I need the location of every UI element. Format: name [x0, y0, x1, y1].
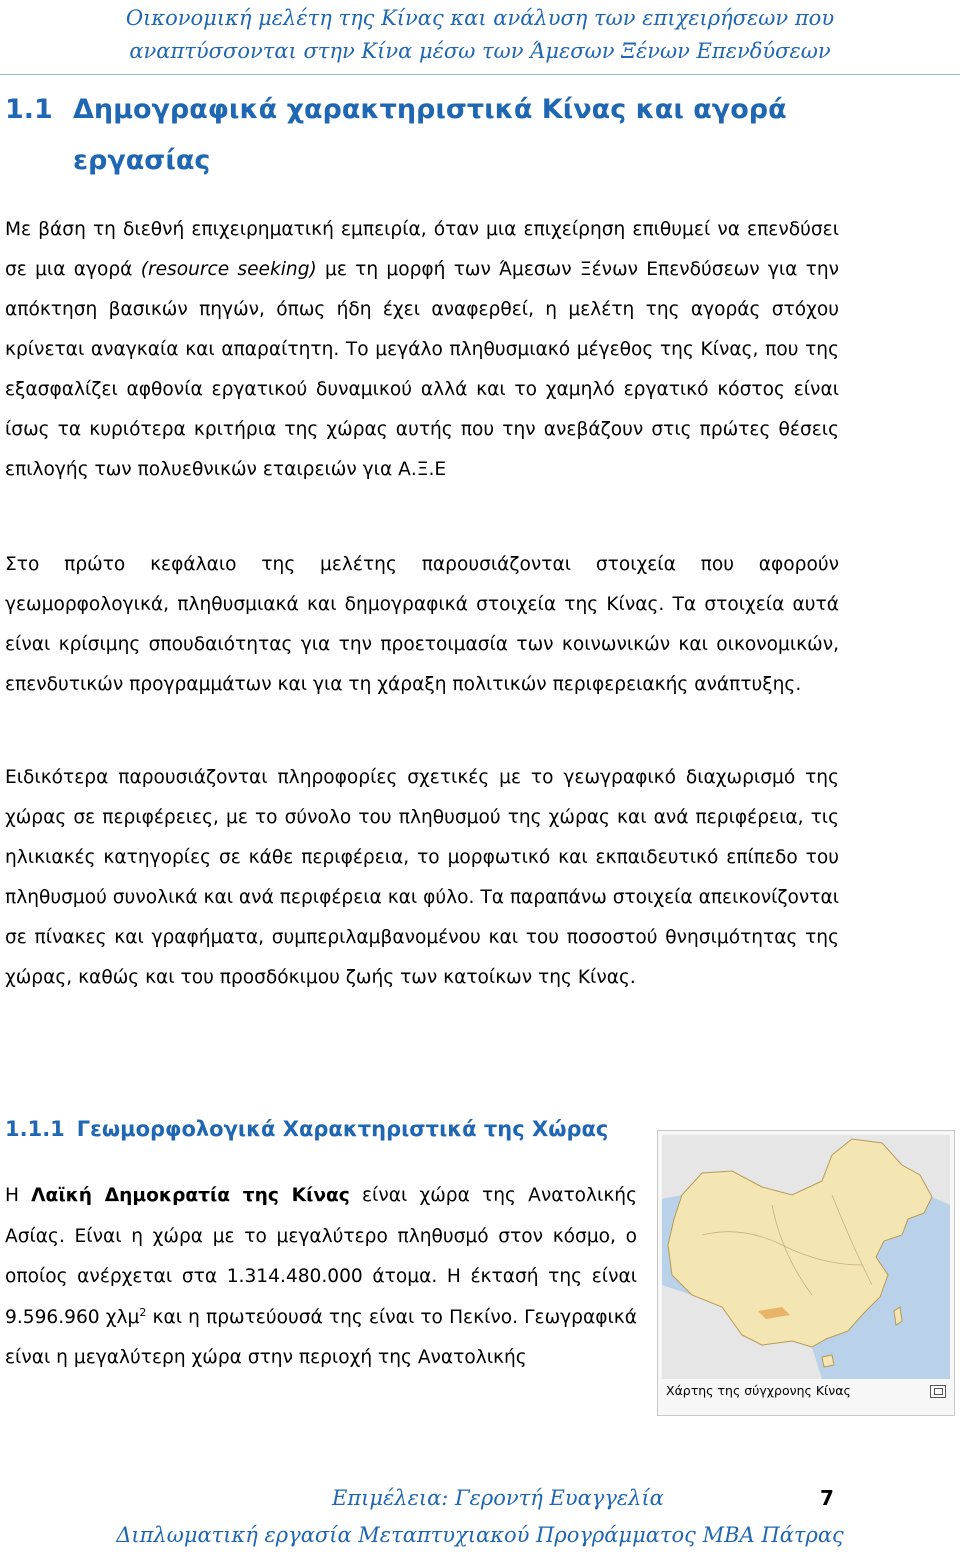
paragraph-4-mid: είναι χώρα της Ανατολικής Ασίας. Είναι η χώρα με το μεγαλύτερο πληθυσμό στον κόσμο, ο οποίος ανέρχεται στα 1.314.480.000 άτομα. Η έκτασή της είναι 9.596.960 χλμ: [5, 1185, 637, 1328]
paragraph-2: [5, 545, 839, 705]
paragraph-1-text-b: με τη μορφή των Άμεσων Ξένων Επενδύσεων για την απόκτηση βασικών πηγών, όπως ήδη έχει αναφερθεί, η μελέτη της αγοράς στόχου κρίνεται αναγκαία και απαραίτητη. Το μεγάλο πληθυσμιακό μέγεθος της Κίνας, που της εξασφαλίζει αφθονία εργατικού δυναμικού αλλά και το χαμηλό εργατικό κόστος είναι ίσως τα κυριότερα κριτήρια της χώρας αυτής που την ανεβάζουν στις πρώτες θέσεις επιλογής των πολυεθνικών εταιρειών για Α.Ξ.Ε: [5, 259, 840, 480]
paragraph-1: [5, 210, 839, 490]
superscript-2: 2: [139, 1305, 147, 1319]
header-line-2: αναπτύσσονται στην Κίνα μέσω των Άμεσων Ξένων Επενδύσεων: [129, 39, 831, 63]
paragraph-4-bold: Λαϊκή Δημοκρατία της Κίνας: [31, 1185, 350, 1206]
subsection-title: Γεωμορφολογικά Χαρακτηριστικά της Χώρας: [76, 1117, 609, 1141]
paragraph-1-italic: (resource seeking): [140, 259, 317, 280]
china-map-figure[interactable]: [657, 1130, 955, 1416]
running-header: [0, 2, 960, 68]
header-divider: [0, 74, 960, 75]
footer-editor: Επιμέλεια: Γεροντή Ευαγγελία: [332, 1486, 664, 1510]
section-title-line-1: Δημογραφικά χαρακτηριστικά Κίνας και αγορά: [73, 94, 787, 125]
paragraph-3-text: Ειδικότερα παρουσιάζονται πληροφορίες σχετικές με το γεωγραφικό διαχωρισμό της χώρας σε περιφέρειες, με το σύνολο του πληθυσμού της χώρας και ανά περιφέρεια, τις ηλικιακές κατηγορίες σε κάθε περιφέρεια, το μορφωτικό και εκπαιδευτικό επίπεδο του πληθυσμού συνολικά και ανά περιφέρεια και φύλο. Τα παραπάνω στοιχεία απεικονίζονται σε πίνακες και γραφήματα, συμπεριλαμβανομένου και του ποσοστού θνησιμότητας της χώρας, καθώς και του προσδόκιμου ζωής των κατοίκων της Κίνας.: [5, 767, 840, 988]
subsection-heading: [5, 1113, 608, 1145]
page-number: 7: [820, 1486, 834, 1510]
hainan-island: [822, 1355, 834, 1367]
china-map-image: [662, 1135, 950, 1379]
section-number: 1.1: [5, 94, 53, 125]
subsection-number: 1.1.1: [5, 1117, 65, 1141]
map-caption: Χάρτης της σύγχρονης Κίνας: [666, 1383, 851, 1398]
paragraph-3: [5, 758, 839, 998]
paragraph-4-post: και η πρωτεύουσά της είναι το Πεκίνο. Γεωγραφικά είναι η μεγαλύτερη χώρα στην περιοχή της Ανατολικής: [5, 1306, 637, 1368]
enlarge-icon[interactable]: [930, 1385, 946, 1398]
paragraph-1-text-a: Με βάση τη διεθνή επιχειρηματική εμπειρία, όταν μια επιχείρηση επιθυμεί να επενδύσει σε μια αγορά: [5, 219, 839, 280]
section-heading: [5, 84, 865, 186]
footer-thesis: Διπλωματική εργασία Μεταπτυχιακού Προγράμματος MBA Πάτρας: [116, 1523, 844, 1547]
paragraph-4-pre: Η: [5, 1185, 32, 1206]
paragraph-2-text: Στο πρώτο κεφάλαιο της μελέτης παρουσιάζονται στοιχεία που αφορούν γεωμορφολογικά, πληθυσμιακά και δημογραφικά στοιχεία της Κίνας. Τα στοιχεία αυτά είναι κρίσιμης σπουδαιότητας για την προετοιμασία των κοινωνικών και οικονομικών, επενδυτικών προγραμμάτων και για τη χάραξη πολιτικών περιφερειακής ανάπτυξης.: [5, 554, 839, 695]
taiwan-island: [894, 1307, 902, 1325]
section-title-line-2: εργασίας: [73, 145, 211, 176]
paragraph-4: [5, 1176, 637, 1379]
header-line-1: Οικονομική μελέτη της Κίνας και ανάλυση των επιχειρήσεων που: [125, 6, 835, 30]
